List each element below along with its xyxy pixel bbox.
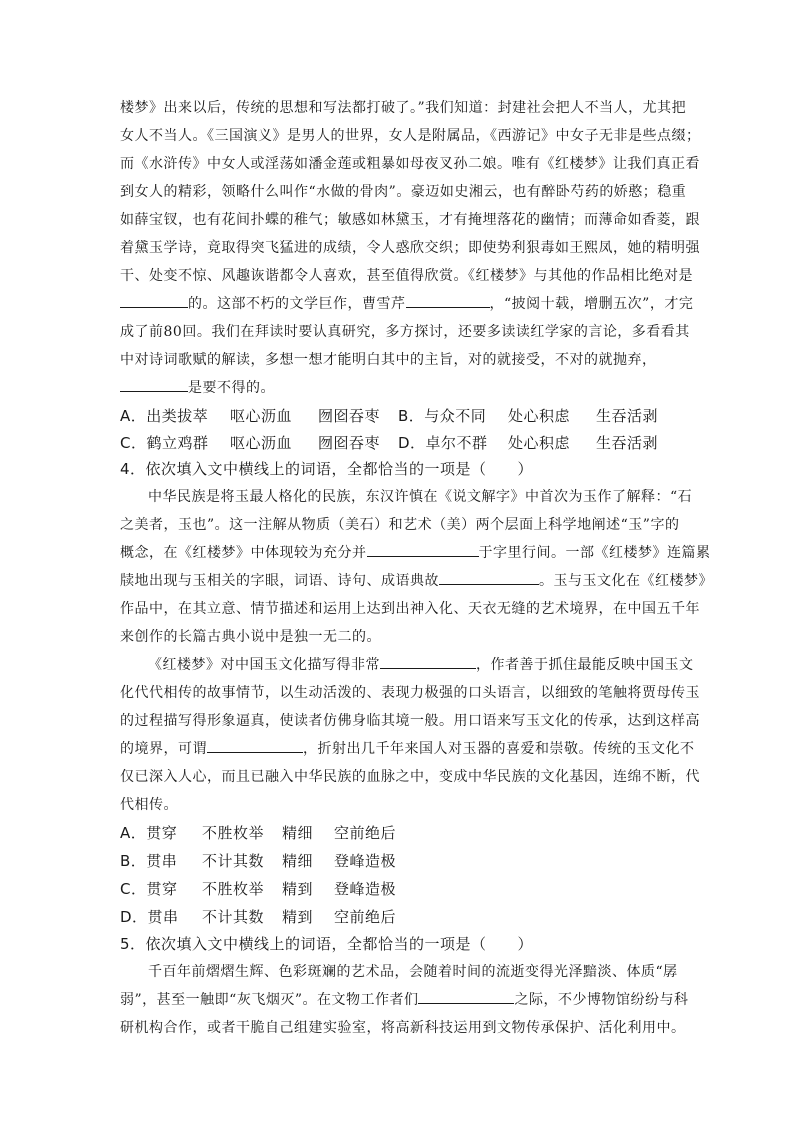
q4-option-b-label: B．贯串 xyxy=(120,852,178,870)
q4-p2-line-6: 代相传。 xyxy=(120,797,178,813)
q4-option-b-word-2: 不计其数 xyxy=(202,852,265,870)
q4-p2-line-2: 化代代相传的故事情节，以生动活泼的、表现力极强的口头语言，以细致的笔触将贾母传玉 xyxy=(120,685,700,701)
q4-option-d-word-2: 不计其数 xyxy=(202,908,265,926)
q4-p1-line-3 xyxy=(120,542,711,562)
answer-blank[interactable] xyxy=(406,293,490,308)
passage3-line-3: 而《水浒传》中女人或淫荡如潘金莲或粗暴如母夜叉孙二娘。唯有《红楼梦》让我们真正看 xyxy=(120,156,700,172)
passage3-line-11 xyxy=(120,377,275,397)
q3-option-a-word-3: 囫囵吞枣 xyxy=(318,407,381,425)
passage3-line-11-b: 是要不得的。 xyxy=(188,380,275,396)
q4-p2-line-3: 的过程描写得形象逼真，使读者仿佛身临其境一般。用口语来写玉文化的传承，达到这样高 xyxy=(120,713,700,729)
q3-option-d-word-3: 生吞活剥 xyxy=(596,434,659,452)
q4-stem: 4．依次填入文中横线上的词语，全都恰当的一项是（ ） xyxy=(120,460,534,478)
q3-option-row-1 xyxy=(120,405,658,426)
passage3-line-9: 成了前80回。我们在拜读时要认真研究，多方探讨，还要多读读红学家的言论，多看看其 xyxy=(120,324,690,340)
q5-line-1: 千百年前熠熠生辉、色彩斑斓的艺术品，会随着时间的流逝变得光泽黯淡、体质“孱 xyxy=(148,964,678,980)
q4-p1-line-3-b: 于字里行间。一部《红楼梦》连篇累 xyxy=(478,545,711,561)
q4-p2-line-4 xyxy=(120,738,695,758)
answer-blank[interactable] xyxy=(120,293,188,308)
q5-line-2-a: 弱”，甚至一触即“灰飞烟灭”。在文物工作者们 xyxy=(120,992,419,1008)
q4-option-c-word-3: 精到 xyxy=(282,880,314,898)
answer-blank[interactable] xyxy=(380,654,476,669)
q3-option-c-word-2: 呕心沥血 xyxy=(230,434,293,452)
q4-option-d-label: D．贯串 xyxy=(120,908,179,926)
passage3-line-8 xyxy=(120,293,693,313)
answer-blank[interactable] xyxy=(439,570,539,585)
q4-option-b-word-3: 精细 xyxy=(282,852,314,870)
q4-option-c-label: C．贯穿 xyxy=(120,880,178,898)
q3-option-d[interactable]: D．卓尔不群 xyxy=(398,434,488,452)
q4-p2-line-4-a: 的境界，可谓 xyxy=(120,741,207,757)
q3-option-b-word-2: 处心积虑 xyxy=(508,407,571,425)
passage3-line-8-b: 的。这部不朽的文学巨作，曹雪芹 xyxy=(188,296,406,312)
q3-option-c[interactable]: C．鹤立鸡群 xyxy=(120,434,209,452)
q4-p1-line-4-b: 。玉与玉文化在《红楼梦》 xyxy=(539,573,713,589)
passage3-line-6: 着黛玉学诗，竟取得突飞猛进的成绩，令人惑欣交织；即使势利狠毒如王熙凤，她的精明强 xyxy=(120,240,700,256)
q3-option-c-word-3: 囫囵吞枣 xyxy=(318,434,381,452)
passage3-line-1: 楼梦》出来以后，传统的思想和写法都打破了。”我们知道：封建社会把人不当人，尤其把 xyxy=(120,100,687,116)
passage3-line-5: 如薛宝钗，也有花间扑蝶的稚气；敏感如林黛玉，才有掩埋落花的幽情；而薄命如香菱，跟 xyxy=(120,212,700,228)
q4-p1-line-4-a: 牍地出现与玉相关的字眼，词语、诗句、成语典故 xyxy=(120,573,439,589)
q5-line-2-b: 之际，不少博物馆纷纷与科 xyxy=(514,992,689,1008)
q4-option-a[interactable] xyxy=(120,822,396,843)
q4-p2-line-1-a: 《红楼梦》对中国玉文化描写得非常 xyxy=(148,657,380,673)
q4-option-a-word-4: 空前绝后 xyxy=(334,824,397,842)
q4-option-a-word-3: 精细 xyxy=(282,824,314,842)
q4-option-b-word-4: 登峰造极 xyxy=(334,852,397,870)
passage3-line-7: 干、处变不惊、风趣诙谐都令人喜欢，甚至值得欣赏。《红楼梦》与其他的作品相比绝对是 xyxy=(120,268,693,284)
q4-p2-line-1-b: ，作者善于抓住最能反映中国玉文 xyxy=(476,657,694,673)
answer-blank[interactable] xyxy=(418,989,514,1004)
q4-p1-line-3-a: 概念，在《红楼梦》中体现较为充分并 xyxy=(120,545,367,561)
q4-p2-line-5: 仅已深入人心，而且已融入中华民族的血脉之中，变成中华民族的文化基因，连绵不断，代 xyxy=(120,769,700,785)
q4-option-a-label: A．贯穿 xyxy=(120,824,178,842)
q4-option-a-word-2: 不胜枚举 xyxy=(202,824,265,842)
q5-stem: 5．依次填入文中横线上的词语，全都恰当的一项是（ ） xyxy=(120,935,534,953)
q4-option-c-word-2: 不胜枚举 xyxy=(202,880,265,898)
q3-option-a[interactable]: A．出类拔萃 xyxy=(120,407,209,425)
q4-p1-line-6: 来创作的长篇古典小说中是独一无二的。 xyxy=(120,629,381,645)
q4-p1-line-4 xyxy=(120,570,713,590)
q5-line-3: 研机构合作，或者干脆自己组建实验室，将高新科技运用到文物传承保护、活化利用中。 xyxy=(120,1020,686,1036)
answer-blank[interactable] xyxy=(367,542,479,557)
answer-blank[interactable] xyxy=(207,738,303,753)
q4-p2-line-1 xyxy=(148,654,694,674)
q4-p1-line-5: 作品中，在其立意、情节描述和运用上达到出神入化、天衣无缝的艺术境界，在中国五千年 xyxy=(120,601,700,617)
passage3-line-10: 中对诗词歌赋的解读，多想一想才能明白其中的主旨，对的就接受，不对的就抛弃， xyxy=(120,352,657,368)
q4-option-c[interactable] xyxy=(120,878,396,899)
q4-option-c-word-4: 登峰造极 xyxy=(334,880,397,898)
passage3-line-4: 到女人的精彩，领略什么叫作“水做的骨肉”。豪迈如史湘云，也有醉卧芍药的娇憨；稳重 xyxy=(120,184,687,200)
q5-line-2 xyxy=(120,989,688,1009)
q4-p2-line-4-b: ，折射出几千年来国人对玉器的喜爱和崇敬。传统的玉文化不 xyxy=(303,741,695,757)
q4-option-d-word-3: 精到 xyxy=(282,908,314,926)
q4-option-b[interactable] xyxy=(120,850,396,871)
q4-option-d-word-4: 空前绝后 xyxy=(334,908,397,926)
q3-option-row-2 xyxy=(120,432,658,453)
q3-option-d-word-2: 处心积虑 xyxy=(508,434,571,452)
passage3-line-8-c: ，“披阅十载，增删五次”，才完 xyxy=(489,296,694,312)
passage3-line-2: 女人不当人。《三国演义》是男人的世界，女人是附属品，《西游记》中女子无非是些点缀； xyxy=(120,128,701,144)
q3-option-a-word-2: 呕心沥血 xyxy=(230,407,293,425)
answer-blank[interactable] xyxy=(120,377,188,392)
q4-p1-line-2: 之美者，玉也”。这一注解从物质（美石）和艺术（美）两个层面上科学地阐述“玉”字的 xyxy=(120,517,680,533)
q3-option-b[interactable]: B．与众不同 xyxy=(398,407,487,425)
q4-p1-line-1: 中华民族是将玉最人格化的民族，东汉许慎在《说文解字》中首次为玉作了解释：“石 xyxy=(148,489,693,505)
q3-option-b-word-3: 生吞活剥 xyxy=(596,407,659,425)
q4-option-d[interactable] xyxy=(120,906,396,927)
